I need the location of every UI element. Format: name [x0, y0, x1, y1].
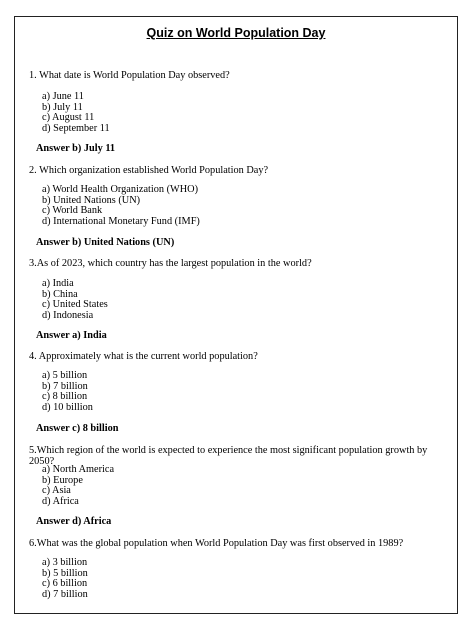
question-5-text: 5.Which region of the world is expected to experience the most significant population growth by 2050?: [29, 445, 428, 467]
option-c: c) United States: [42, 299, 108, 311]
question-1-text: 1. What date is World Population Day observed?: [29, 70, 230, 81]
option-d: d) 7 billion: [42, 588, 88, 600]
option-d: d) 10 billion: [42, 401, 93, 413]
option-b: b) July 11: [42, 101, 83, 113]
option-b: b) 7 billion: [42, 380, 88, 392]
question-2-options: [42, 185, 200, 227]
option-b: b) China: [42, 288, 78, 300]
option-a: a) June 11: [42, 91, 84, 102]
question-3-text: 3.As of 2023, which country has the largest population in the world?: [29, 258, 312, 269]
page-title: Quiz on World Population Day: [146, 26, 326, 40]
option-c: c) 8 billion: [42, 391, 88, 403]
option-a: a) North America: [42, 464, 115, 475]
option-c: c) August 11: [42, 112, 95, 124]
question-1-options: [42, 92, 110, 134]
question-5-options: [42, 465, 114, 507]
option-b: b) United Nations (UN): [42, 194, 141, 206]
question-4-options: [42, 371, 93, 413]
question-2-text: 2. Which organization established World Population Day?: [29, 165, 269, 176]
option-b: b) Europe: [42, 474, 83, 486]
option-d: d) Indonesia: [42, 309, 94, 321]
option-d: d) International Monetary Fund (IMF): [42, 215, 200, 227]
option-a: a) World Health Organization (WHO): [42, 184, 199, 195]
option-a: a) India: [42, 278, 74, 289]
option-c: c) 6 billion: [42, 578, 88, 590]
option-d: d) Africa: [42, 495, 79, 507]
question-2-answer: Answer b) United Nations (UN): [36, 237, 175, 248]
option-a: a) 5 billion: [42, 370, 88, 381]
option-a: a) 3 billion: [42, 557, 88, 568]
question-6-text: 6.What was the global population when World Population Day was first observed in 1989?: [29, 538, 404, 549]
option-d: d) September 11: [42, 122, 110, 134]
question-6-options: [42, 558, 88, 600]
question-3-options: [42, 279, 108, 321]
option-c: c) World Bank: [42, 205, 103, 217]
question-3-answer: Answer a) India: [36, 330, 107, 341]
question-1-answer: Answer b) July 11: [36, 143, 116, 154]
question-4-text: 4. Approximately what is the current world population?: [29, 351, 258, 362]
option-c: c) Asia: [42, 485, 71, 497]
question-5-answer: Answer d) Africa: [36, 516, 112, 527]
question-4-answer: Answer c) 8 billion: [36, 423, 119, 434]
option-b: b) 5 billion: [42, 567, 88, 579]
quiz-page: [14, 16, 458, 614]
